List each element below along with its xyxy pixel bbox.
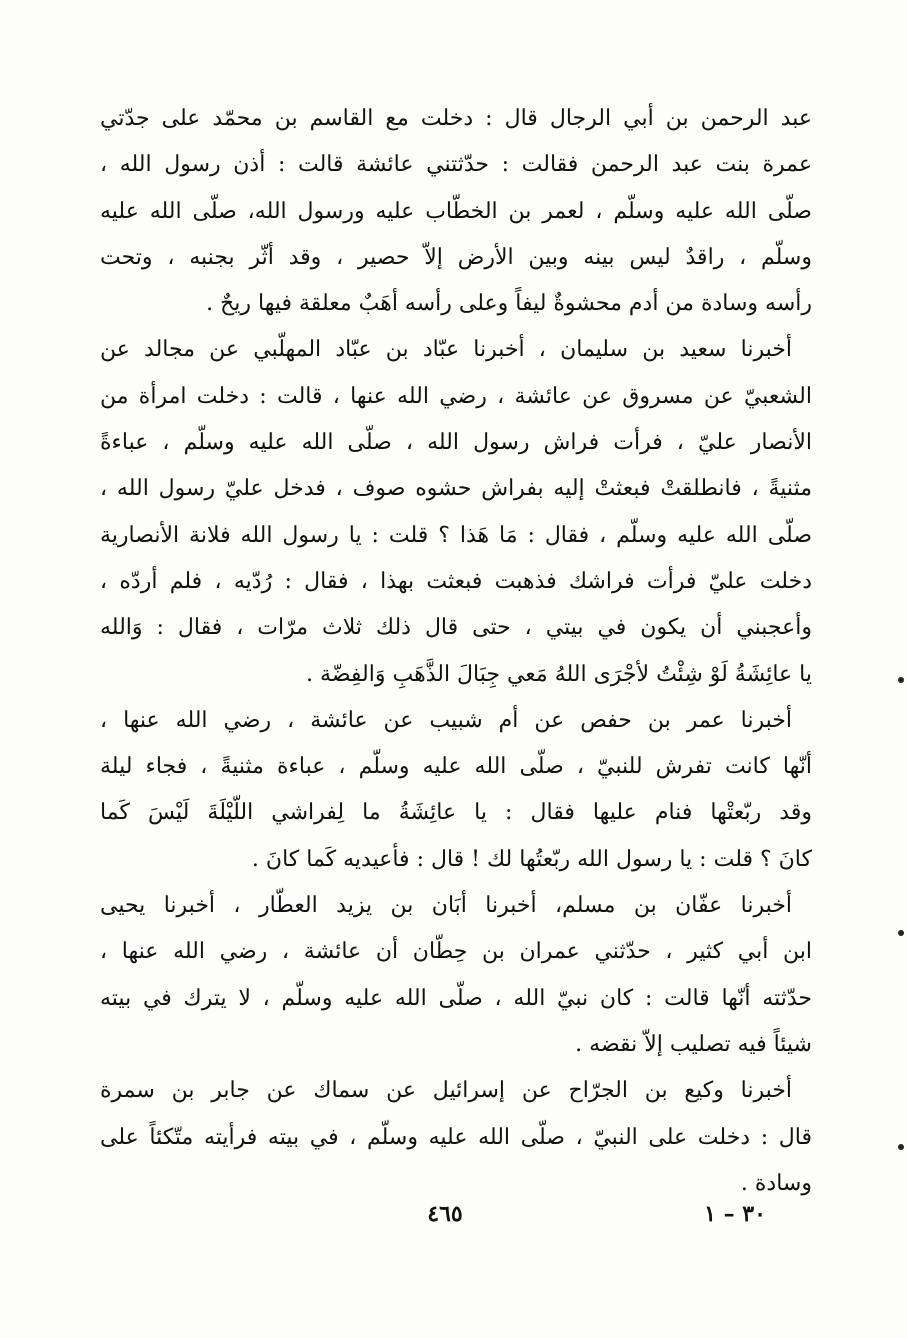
page-footer bbox=[0, 1194, 907, 1234]
text-line: أخبرنا عمر بن حفص عن أم شبيب عن عائشة ، رضي الله عنها ، bbox=[100, 707, 792, 733]
text-line: أنّها كانت تفرش للنبيّ ، صلّى الله عليه وسلّم ، عباءة مثنيةً ، فجاء ليلة bbox=[100, 754, 812, 780]
text-line: عمرة بنت عبد الرحمن فقالت : حدّثتني عائشة قالت : أذن رسول الله ، bbox=[100, 152, 812, 178]
margin-dot bbox=[898, 1144, 904, 1150]
text-line: الشعبيّ عن مسروق عن عائشة ، رضي الله عنها ، قالت : دخلت امرأة من bbox=[100, 383, 812, 409]
text-line: دخلت عليّ فرأت فراشك فذهبت فبعثت بهذا ، فقال : رُدّيه ، فلم أردّه ، bbox=[100, 568, 812, 594]
text-line: وأعجبني أن يكون في بيتي ، حتى قال ذلك ثلاث مرّات ، فقال : وَالله bbox=[100, 615, 812, 641]
signature-mark: ٣٠ – ١ bbox=[704, 1201, 766, 1227]
text-line: وسلّم ، راقدٌ ليس بينه وبين الأرض إلاّ حصير ، وقد أثّر بجنبه ، وتحت bbox=[100, 244, 812, 270]
text-line: حدّثته أنّها قالت : كان نبيّ الله ، صلّى الله عليه وسلّم ، لا يترك في بيته bbox=[100, 985, 812, 1011]
text-line: أخبرنا عفّان بن مسلم، أخبرنا أبَان بن يزيد العطّار ، أخبرنا يحيى bbox=[100, 893, 792, 919]
text-line: أخبرنا سعيد بن سليمان ، أخبرنا عبّاد بن عبّاد المهلّبي عن مجالد عن bbox=[100, 337, 792, 363]
text-line: قال : دخلت على النبيّ ، صلّى الله عليه وسلّم ، في بيته فرأيته متّكئاً على bbox=[100, 1124, 812, 1150]
text-line: رأسه وسادة من أدم محشوةٌ ليفاً وعلى رأسه أهَبٌ معلقة فيها ريحٌ . bbox=[206, 291, 812, 317]
text-line: ابن أبي كثير ، حدّثني عمران بن حِطّان أن عائشة ، رضي الله عنها ، bbox=[100, 939, 812, 965]
text-line: وسادة . bbox=[740, 1170, 812, 1196]
text-line: كانَ ؟ قلت : يا رسول الله ربّعتُها لك ! قال : فأعيديه كَما كانَ . bbox=[251, 846, 812, 872]
text-line: عبد الرحمن بن أبي الرجال قال : دخلت مع القاسم بن محمّد على جدّتي bbox=[100, 106, 812, 131]
text-line: صلّى الله عليه وسلّم ، فقال : مَا هَذا ؟ قلت : يا رسول الله فلانة الأنصارية bbox=[100, 522, 812, 548]
paragraph bbox=[100, 883, 812, 1068]
margin-dot bbox=[898, 930, 904, 936]
page-number: ٤٦٥ bbox=[427, 1201, 463, 1227]
text-line: مثنيةً ، فانطلقتْ فبعثتْ إليه بفراش حشوه صوف ، فدخل عليّ رسول الله ، bbox=[100, 476, 812, 502]
margin-dot bbox=[898, 677, 904, 683]
body-text bbox=[100, 96, 812, 1207]
text-line: الأنصار عليّ ، فرأت فراش رسول الله ، صلّى الله عليه وسلّم ، عباءةً bbox=[100, 430, 812, 456]
text-line: شيئاً فيه تصليب إلاّ نقضه . bbox=[575, 1031, 812, 1057]
paragraph bbox=[100, 327, 812, 697]
paragraph bbox=[100, 698, 812, 883]
paragraph bbox=[100, 96, 812, 327]
text-line: أخبرنا وكيع بن الجرّاح عن إسرائيل عن سماك عن جابر بن سمرة bbox=[100, 1078, 792, 1104]
text-line: وقد ربّعتْها فنام عليها فقال : يا عائِشَةُ ما لِفراشي اللّيْلَةَ لَيْسَ كَما bbox=[100, 800, 812, 826]
paragraph bbox=[100, 1068, 812, 1207]
text-line: صلّى الله عليه وسلّم ، لعمر بن الخطّاب عليه ورسول الله، صلّى الله عليه bbox=[100, 198, 812, 224]
text-line: يا عائِشَةُ لَوْ شِئْتُ لأجْرَى اللهُ مَعي جِبَالَ الذَّهَبِ وَالفِضّة . bbox=[306, 661, 812, 687]
